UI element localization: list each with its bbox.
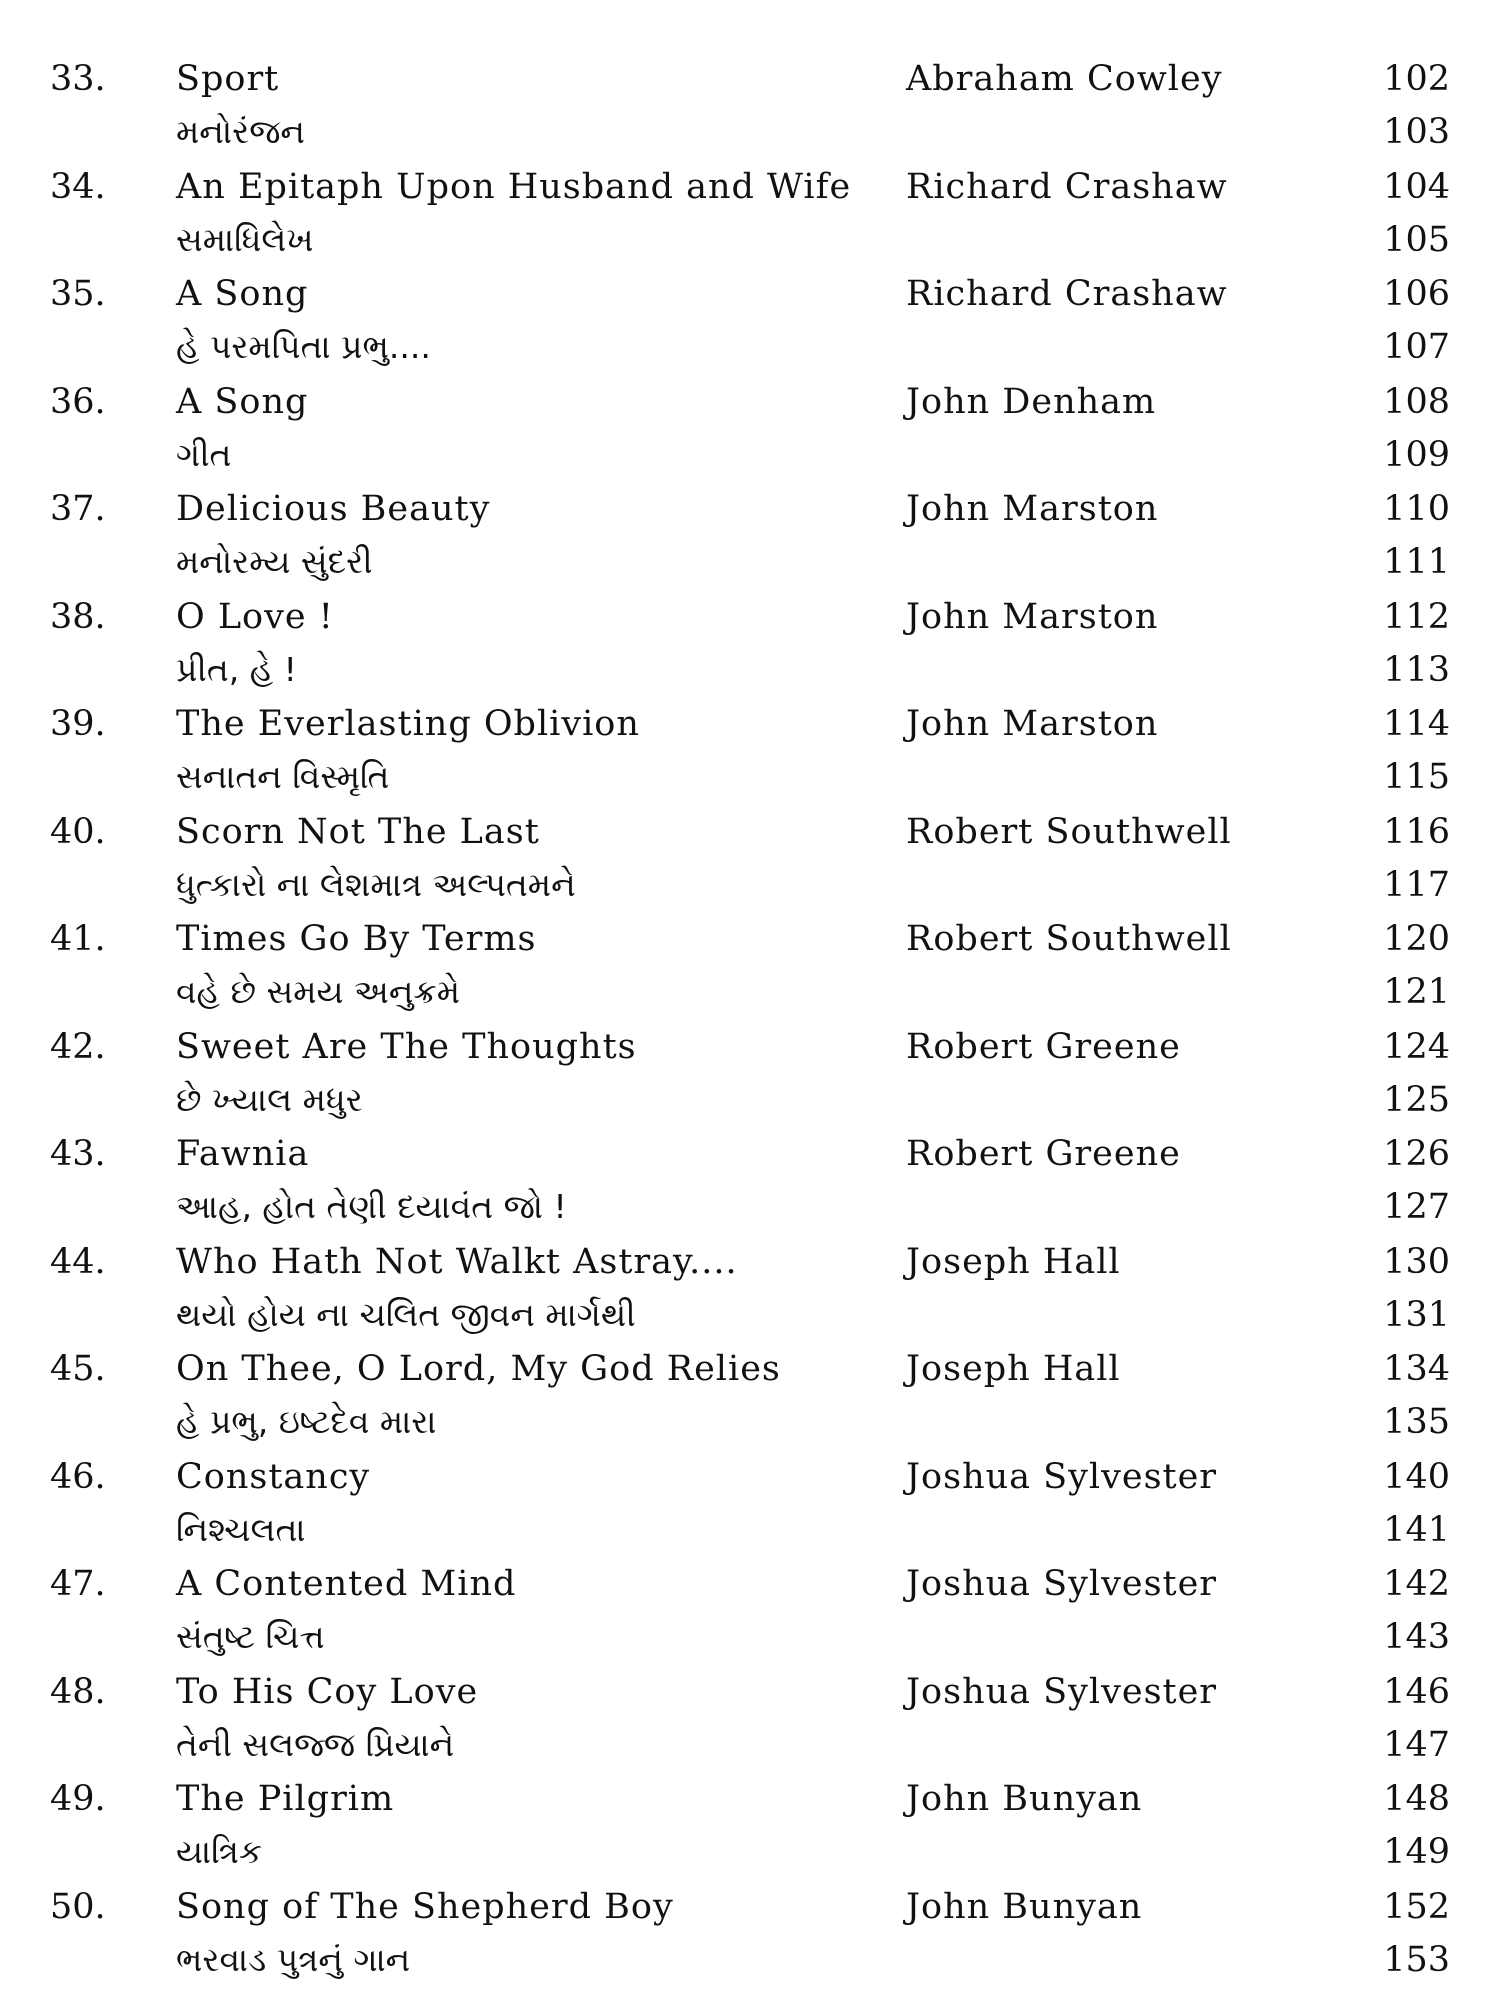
entry-number: 36. <box>50 382 106 422</box>
entry-gujarati-page: 135 <box>1383 1402 1450 1442</box>
entry-number: 50. <box>50 1887 106 1927</box>
entry-title: A Song <box>176 382 309 422</box>
entry-author: Joseph Hall <box>906 1242 1121 1282</box>
toc-entry-gujarati-line <box>0 1825 1500 1879</box>
entry-number: 48. <box>50 1672 106 1712</box>
entry-gujarati-page: 107 <box>1383 327 1450 367</box>
entry-number: 38. <box>50 597 106 637</box>
entry-title: Sport <box>176 59 280 99</box>
entry-page: 140 <box>1383 1457 1450 1497</box>
toc-entry-english-line <box>0 912 1500 966</box>
entry-gujarati-page: 149 <box>1383 1832 1450 1872</box>
toc-entry-gujarati-line <box>0 1718 1500 1772</box>
toc-entry-gujarati-line <box>0 1503 1500 1557</box>
toc-entry-english-line <box>0 1020 1500 1074</box>
entry-title: The Pilgrim <box>176 1779 395 1819</box>
toc-entry <box>0 375 1500 482</box>
entry-title: Sweet Are The Thoughts <box>176 1027 637 1067</box>
entry-page: 124 <box>1383 1027 1450 1067</box>
entry-gujarati-title: નિશ્ચલતા <box>176 1510 306 1549</box>
entry-number: 44. <box>50 1242 106 1282</box>
entry-gujarati-title: મનોરંજન <box>176 112 305 151</box>
toc-entry-english-line <box>0 1235 1500 1289</box>
entry-title: O Love ! <box>176 597 334 637</box>
toc-entry-gujarati-line <box>0 105 1500 159</box>
entry-page: 120 <box>1383 919 1450 959</box>
toc-entry-gujarati-line <box>0 320 1500 374</box>
entry-number: 40. <box>50 812 106 852</box>
toc-entry <box>0 160 1500 267</box>
entry-gujarati-title: છે ખ્યાલ મધુર <box>176 1080 363 1119</box>
entry-number: 47. <box>50 1564 106 1604</box>
toc-entry <box>0 590 1500 697</box>
toc-entry-gujarati-line <box>0 965 1500 1019</box>
entry-gujarati-page: 147 <box>1383 1725 1450 1765</box>
entry-title: To His Coy Love <box>176 1672 479 1712</box>
entry-page: 148 <box>1383 1779 1450 1819</box>
entry-author: Robert Southwell <box>906 919 1232 959</box>
toc-entry-english-line <box>0 1665 1500 1719</box>
toc-entry-gujarati-line <box>0 1395 1500 1449</box>
entry-gujarati-page: 113 <box>1383 650 1450 690</box>
entry-gujarati-page: 109 <box>1383 435 1450 475</box>
toc-entry-english-line <box>0 1450 1500 1504</box>
toc-entry <box>0 1342 1500 1449</box>
entry-author: John Marston <box>906 489 1159 529</box>
entry-title: Song of The Shepherd Boy <box>176 1887 674 1927</box>
entry-title: Constancy <box>176 1457 371 1497</box>
entry-author: Abraham Cowley <box>906 59 1223 99</box>
toc-entry-gujarati-line <box>0 750 1500 804</box>
entry-page: 116 <box>1383 812 1450 852</box>
entry-page: 114 <box>1383 704 1450 744</box>
entry-gujarati-title: મનોરમ્ય સુંદરી <box>176 542 373 581</box>
toc-entry-english-line <box>0 697 1500 751</box>
entry-gujarati-page: 111 <box>1383 542 1450 582</box>
entry-author: John Bunyan <box>906 1887 1143 1927</box>
entry-gujarati-title: પ્રીત, હે ! <box>176 650 297 689</box>
toc-entry-gujarati-line <box>0 428 1500 482</box>
entry-gujarati-title: ધુત્કારો ના લેશમાત્ર અલ્પતમને <box>176 865 576 904</box>
entry-author: John Marston <box>906 597 1159 637</box>
entry-number: 42. <box>50 1027 106 1067</box>
entry-gujarati-page: 105 <box>1383 220 1450 260</box>
toc-entry-english-line <box>0 1342 1500 1396</box>
entry-author: Joshua Sylvester <box>906 1564 1218 1604</box>
entry-page: 108 <box>1383 382 1450 422</box>
toc-entry <box>0 1880 1500 1987</box>
entry-gujarati-page: 121 <box>1383 972 1450 1012</box>
entry-gujarati-title: થયો હોય ના ચલિત જીવન માર્ગથી <box>176 1295 636 1334</box>
entry-page: 104 <box>1383 167 1450 207</box>
entry-gujarati-page: 153 <box>1383 1940 1450 1980</box>
toc-entry <box>0 805 1500 912</box>
entry-gujarati-title: ભરવાડ પુત્રનું ગાન <box>176 1940 411 1979</box>
entry-author: Robert Southwell <box>906 812 1232 852</box>
toc-entry-gujarati-line <box>0 1933 1500 1987</box>
entry-title: Scorn Not The Last <box>176 812 540 852</box>
entry-gujarati-title: હે પ્રભુ, ઇષ્ટદેવ મારા <box>176 1402 437 1441</box>
toc-entry <box>0 482 1500 589</box>
toc-entry-gujarati-line <box>0 1073 1500 1127</box>
toc-entry-english-line <box>0 1557 1500 1611</box>
entry-author: Joseph Hall <box>906 1349 1121 1389</box>
toc-entry-english-line <box>0 1127 1500 1181</box>
toc-entry <box>0 1557 1500 1664</box>
toc-entry-english-line <box>0 482 1500 536</box>
entry-gujarati-page: 143 <box>1383 1617 1450 1657</box>
toc-entry-english-line <box>0 1880 1500 1934</box>
entry-gujarati-page: 127 <box>1383 1187 1450 1227</box>
entry-page: 130 <box>1383 1242 1450 1282</box>
toc-entry-english-line <box>0 1772 1500 1826</box>
toc-entry <box>0 267 1500 374</box>
entry-title: A Contented Mind <box>176 1564 517 1604</box>
entry-gujarati-title: સમાધિલેખ <box>176 220 314 259</box>
entry-gujarati-page: 115 <box>1383 757 1450 797</box>
entry-title: An Epitaph Upon Husband and Wife <box>176 167 852 207</box>
toc-entry-gujarati-line <box>0 858 1500 912</box>
entry-gujarati-title: સનાતન વિસ્મૃતિ <box>176 757 390 796</box>
toc-entry-gujarati-line <box>0 213 1500 267</box>
toc-entry-english-line <box>0 590 1500 644</box>
toc-entry-gujarati-line <box>0 1288 1500 1342</box>
entry-gujarati-title: હે પરમપિતા પ્રભુ.... <box>176 327 431 366</box>
entry-author: John Bunyan <box>906 1779 1143 1819</box>
entry-number: 46. <box>50 1457 106 1497</box>
entry-gujarati-page: 131 <box>1383 1295 1450 1335</box>
entry-title: A Song <box>176 274 309 314</box>
entry-gujarati-title: ગીત <box>176 435 232 474</box>
entry-gujarati-page: 117 <box>1383 865 1450 905</box>
toc-entry-english-line <box>0 52 1500 106</box>
toc-entry <box>0 912 1500 1019</box>
toc-entry-gujarati-line <box>0 535 1500 589</box>
entry-gujarati-title: તેની સલજ્જ પ્રિયાને <box>176 1725 455 1764</box>
toc-entry <box>0 1450 1500 1557</box>
toc-entry-gujarati-line <box>0 1610 1500 1664</box>
toc-entry <box>0 1665 1500 1772</box>
entry-gujarati-title: આહ, હોત તેણી દયાવંત જો ! <box>176 1187 567 1226</box>
toc-entry-english-line <box>0 160 1500 214</box>
entry-number: 33. <box>50 59 106 99</box>
entry-page: 112 <box>1383 597 1450 637</box>
toc-entry-english-line <box>0 375 1500 429</box>
entry-number: 39. <box>50 704 106 744</box>
entry-number: 49. <box>50 1779 106 1819</box>
entry-title: On Thee, O Lord, My God Relies <box>176 1349 781 1389</box>
toc-entry <box>0 1772 1500 1879</box>
entry-title: The Everlasting Oblivion <box>176 704 640 744</box>
entry-author: John Denham <box>906 382 1157 422</box>
toc-entry-english-line <box>0 805 1500 859</box>
entry-number: 35. <box>50 274 106 314</box>
toc-entry <box>0 1235 1500 1342</box>
entry-number: 34. <box>50 167 106 207</box>
entry-number: 45. <box>50 1349 106 1389</box>
entry-author: Robert Greene <box>906 1134 1181 1174</box>
entry-title: Who Hath Not Walkt Astray.... <box>176 1242 738 1282</box>
entry-page: 110 <box>1383 489 1450 529</box>
entry-page: 102 <box>1383 59 1450 99</box>
entry-author: Richard Crashaw <box>906 167 1228 207</box>
entry-page: 106 <box>1383 274 1450 314</box>
entry-number: 41. <box>50 919 106 959</box>
entry-author: Joshua Sylvester <box>906 1672 1218 1712</box>
entry-page: 126 <box>1383 1134 1450 1174</box>
entry-page: 142 <box>1383 1564 1450 1604</box>
entry-page: 146 <box>1383 1672 1450 1712</box>
entry-author: Joshua Sylvester <box>906 1457 1218 1497</box>
entry-gujarati-page: 125 <box>1383 1080 1450 1120</box>
entry-author: John Marston <box>906 704 1159 744</box>
entry-number: 43. <box>50 1134 106 1174</box>
entry-title: Fawnia <box>176 1134 310 1174</box>
entry-gujarati-title: સંતુષ્ટ ચિત્ત <box>176 1617 325 1656</box>
toc-entry-english-line <box>0 267 1500 321</box>
entry-page: 134 <box>1383 1349 1450 1389</box>
toc-entry <box>0 697 1500 804</box>
toc-entry-gujarati-line <box>0 1180 1500 1234</box>
entry-title: Delicious Beauty <box>176 489 491 529</box>
entry-page: 152 <box>1383 1887 1450 1927</box>
entry-gujarati-title: વહે છે સમય અનુક્રમે <box>176 972 461 1011</box>
entry-author: Robert Greene <box>906 1027 1181 1067</box>
entry-title: Times Go By Terms <box>176 919 537 959</box>
entry-number: 37. <box>50 489 106 529</box>
entry-gujarati-page: 103 <box>1383 112 1450 152</box>
toc-entry <box>0 52 1500 159</box>
entry-gujarati-title: યાત્રિક <box>176 1832 263 1871</box>
toc-entry <box>0 1127 1500 1234</box>
entry-author: Richard Crashaw <box>906 274 1228 314</box>
toc-entry-gujarati-line <box>0 643 1500 697</box>
toc-entry <box>0 1020 1500 1127</box>
entry-gujarati-page: 141 <box>1383 1510 1450 1550</box>
